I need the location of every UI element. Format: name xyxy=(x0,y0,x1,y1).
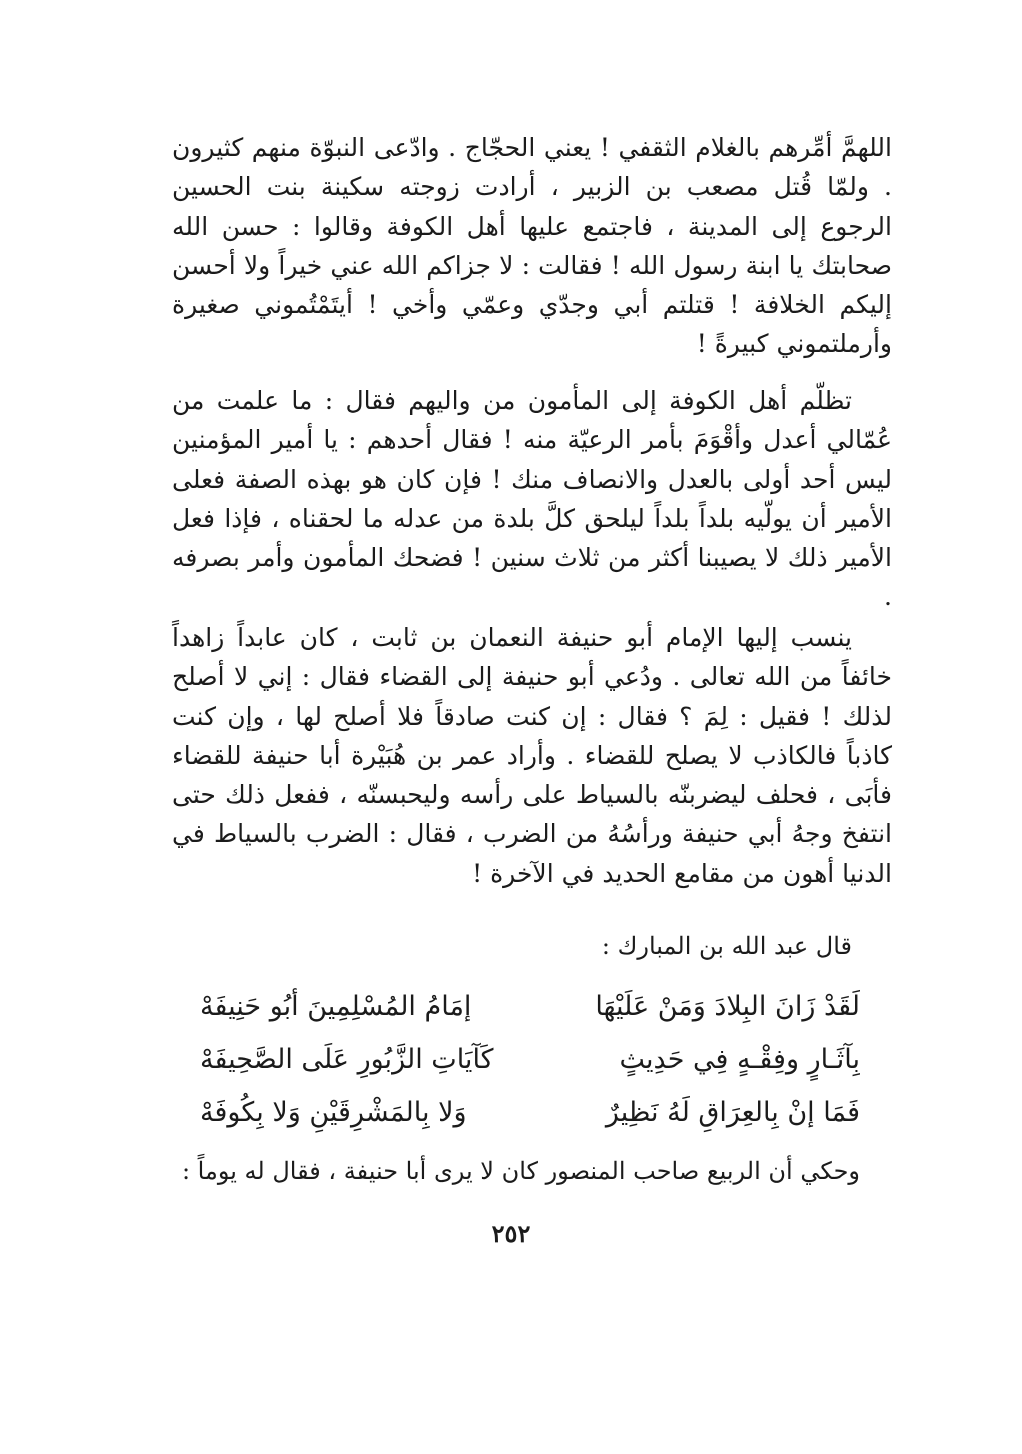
paragraph-abu-hanifa xyxy=(172,618,892,893)
paragraph-rabi: وحكي أن الربيع صاحب المنصور كان لا يرى أبا حنيفة ، فقال له يوماً : xyxy=(181,1157,860,1185)
verse-second-hemistich: كَآيَاتِ الزَّبُورِ عَلَى الصَّحِيفَهْ xyxy=(200,1044,494,1075)
paragraph-text: تظلّم أهل الكوفة إلى المأمون من واليهم فقال : ما علمت من عُمّالي أعدل وأقْوَمَ بأمر الرعيّة منه ! فقال أحدهم : يا أمير المؤمنين ليس أحد أولى بالعدل والانصاف منك ! فإن كان هو بهذه الصفة فعلى الأمير أن يولّيه بلداً بلداً ليلحق كلَّ بلدة من عدله ما لحقناه ، فإذا فعل الأمير ذلك لا يصيبنا أكثر من ثلاث سنين ! فضحك المأمون وأمر بصرفه . xyxy=(172,386,892,612)
poem-verse xyxy=(200,1086,860,1139)
verse-second-hemistich: وَلا بِالمَشْرِقَيْنِ وَلا بِكُوفَهْ xyxy=(200,1097,467,1128)
paragraph-mamun xyxy=(172,381,892,617)
poem-verse xyxy=(200,980,860,1033)
paragraph-text: ينسب إليها الإمام أبو حنيفة النعمان بن ثابت ، كان عابداً زاهداً خائفاً من الله تعالى . ودُعي أبو حنيفة إلى القضاء فقال : إني لا أصلح لذلك ! فقيل : لِمَ ؟ فقال : إن كنت صادقاً فلا أصلح لها ، وإن كنت كاذباً فالكاذب لا يصلح للقضاء . وأراد عمر بن هُبَيْرة أبا حنيفة للقضاء فأبَى ، فحلف ليضربنّه بالسياط على رأسه وليحبسنّه ، ففعل ذلك حتى انتفخ وجهُ أبي حنيفة ورأسُهُ من الضرب ، فقال : الضرب بالسياط في الدنيا أهون من مقامع الحديد في الآخرة ! xyxy=(172,623,892,888)
poem-attribution: قال عبد الله بن المبارك : xyxy=(601,932,852,960)
poem-verse xyxy=(200,1033,860,1086)
verse-first-hemistich: بِآثَـارٍ وفِقْـهٍ فِي حَدِيثٍ xyxy=(619,1044,860,1075)
paragraph-text: اللهمَّ أمِّرهم بالغلام الثقفي ! يعني الحجّاج . وادّعى النبوّة منهم كثيرون . ولمّا قُتل مصعب بن الزبير ، أرادت زوجته سكينة بنت الحسين الرجوع إلى المدينة ، فاجتمع عليها أهل الكوفة وقالوا : حسن الله صحابتك يا ابنة رسول الله ! فقالت : لا جزاكم الله عني خيراً ولا أحسن إليكم الخلافة ! قتلتم أبي وجدّي وعمّي وأخي ! أيتَمْتُموني صغيرة وأرملتموني كبيرةً ! xyxy=(172,133,892,359)
verse-first-hemistich: فَمَا إنْ بِالعِرَاقِ لَهُ نَظِيرٌ xyxy=(605,1097,860,1128)
paragraph-caliphate-kufa xyxy=(172,128,892,364)
page-number: ٢٥٢ xyxy=(491,1219,531,1248)
verse-first-hemistich: لَقَدْ زَانَ البِلادَ وَمَنْ عَلَيْهَا xyxy=(595,991,860,1022)
poem xyxy=(200,980,860,1139)
verse-second-hemistich: إمَامُ المُسْلِمِينَ أبُو حَنِيفَهْ xyxy=(200,991,472,1022)
